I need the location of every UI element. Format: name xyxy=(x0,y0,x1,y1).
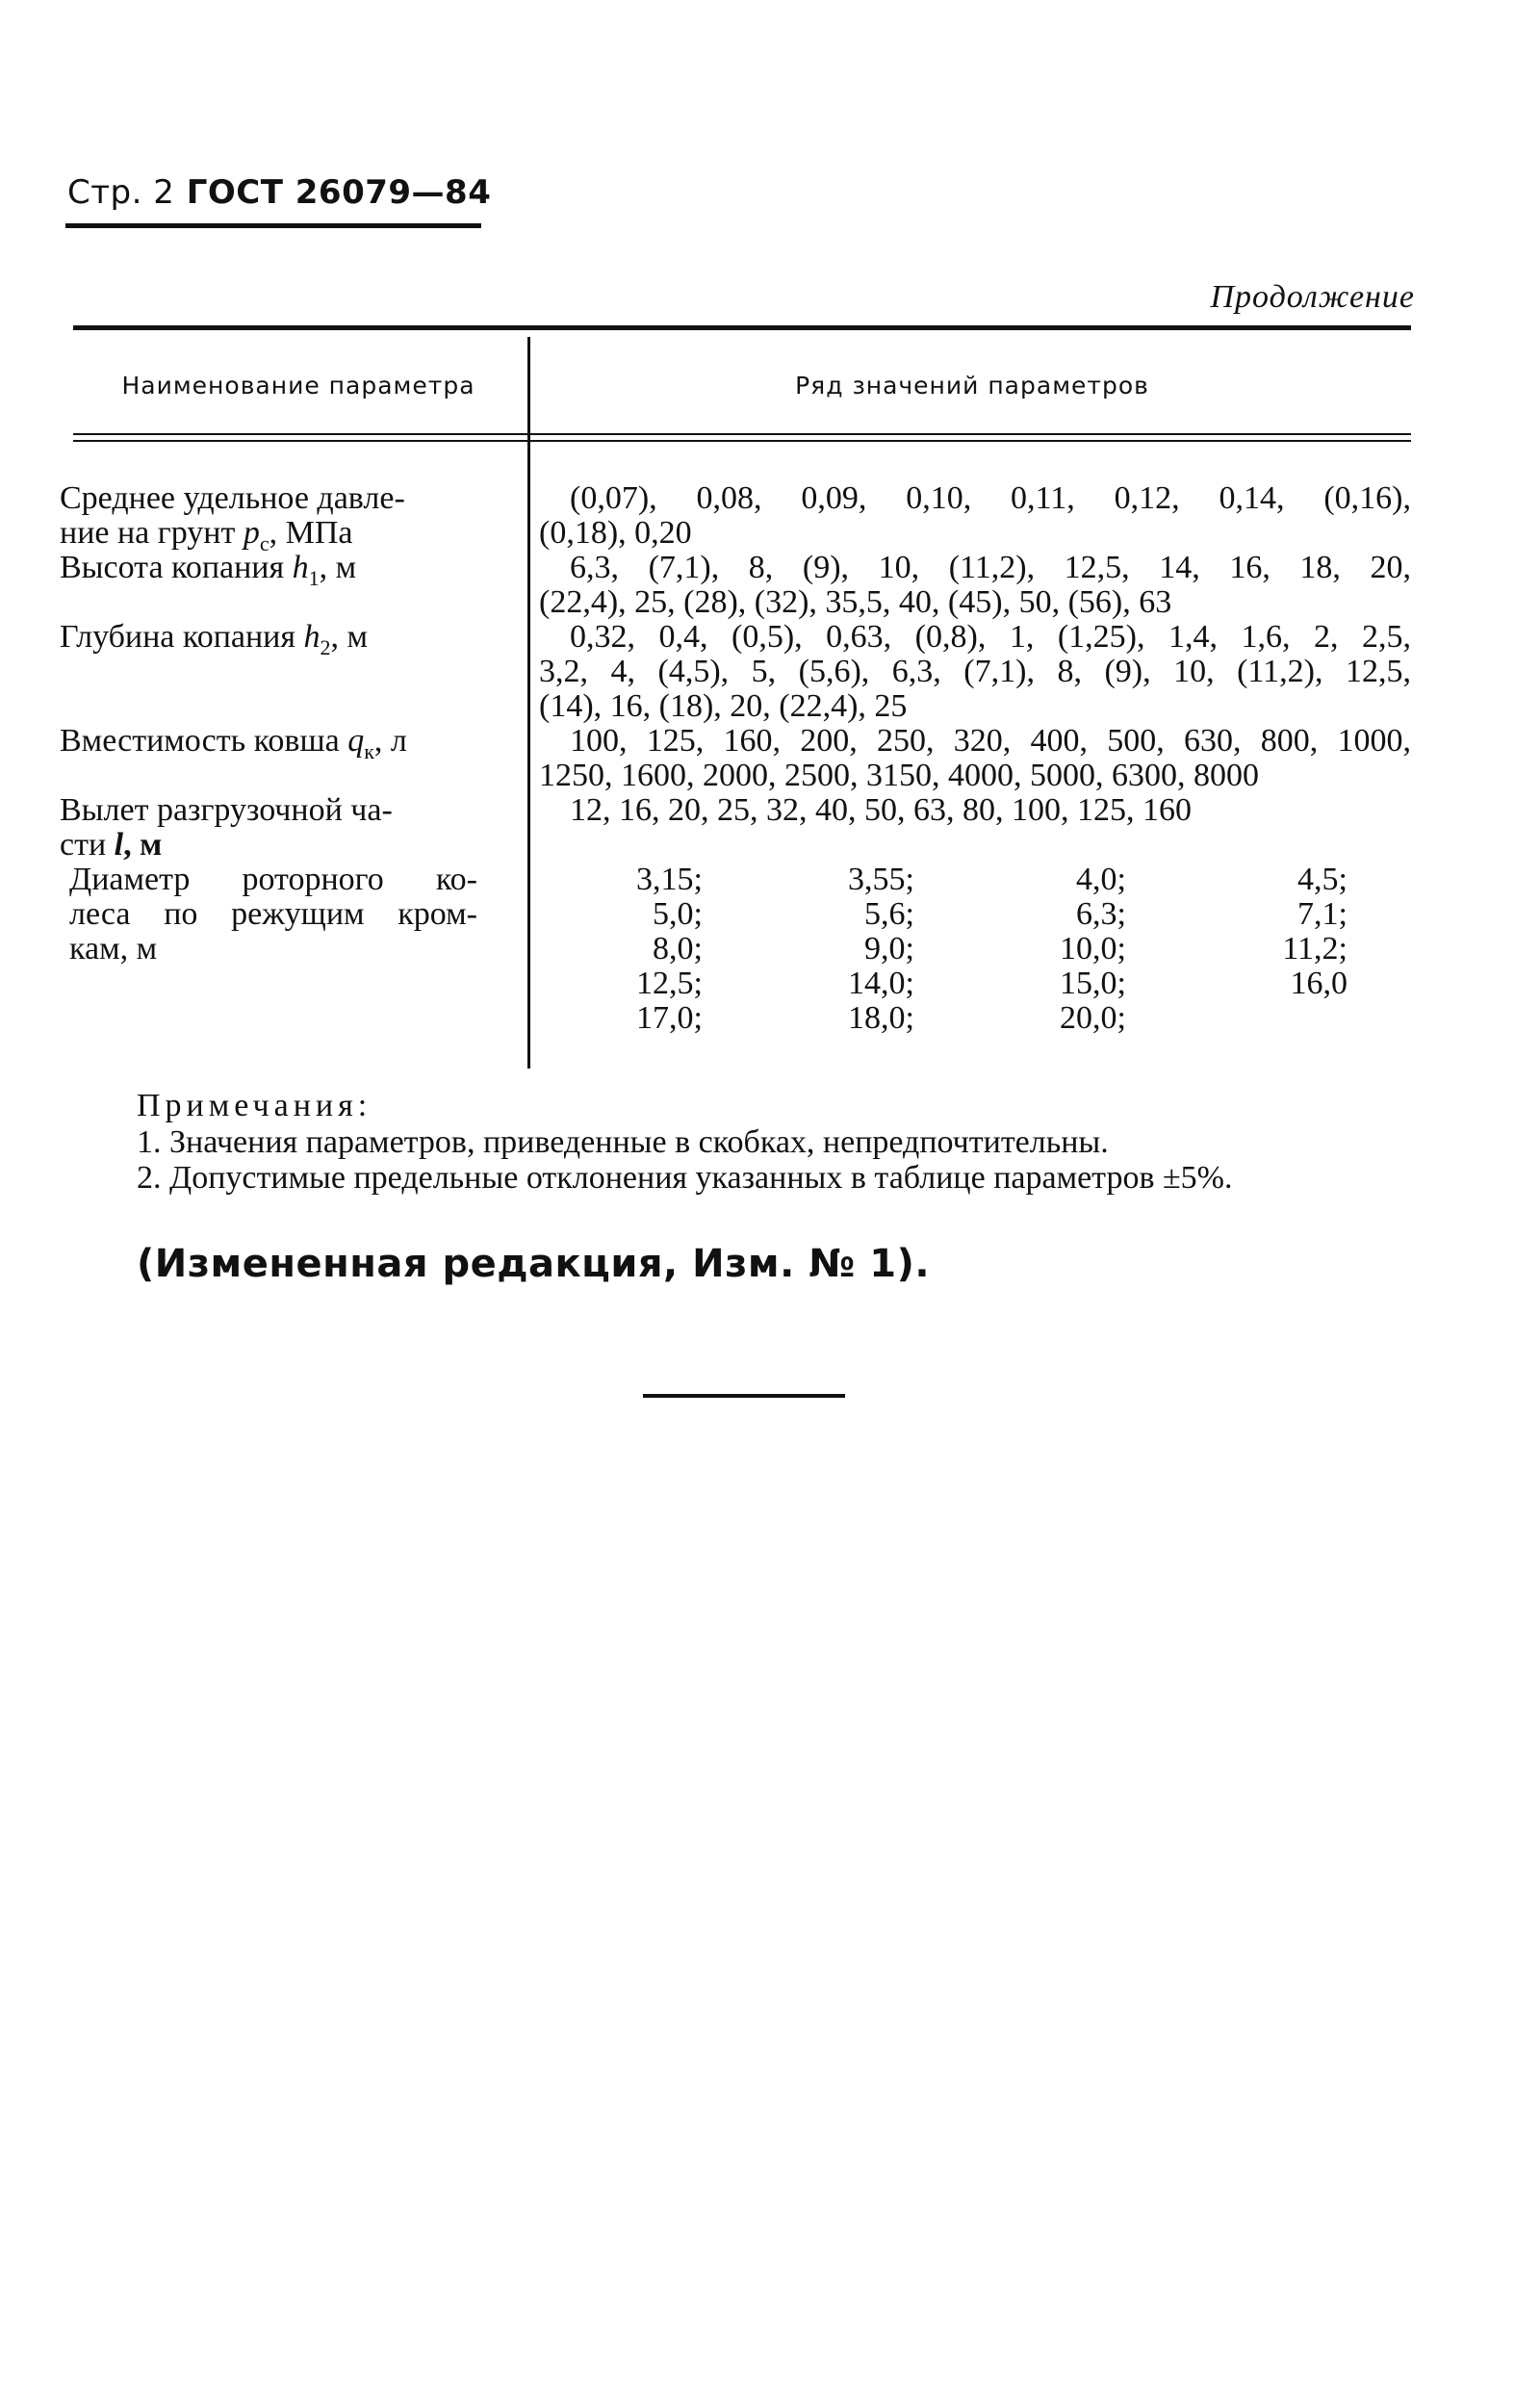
diameter-value: 12,5; xyxy=(636,966,703,1001)
diameter-value: 10,0; xyxy=(1060,931,1126,967)
values-line: (22,4), 25, (28), (32), 35,5, 40, (45), 50, (56), 63 xyxy=(539,584,1172,620)
values-line: 100, 125, 160, 200, 250, 320, 400, 500, 630, 800, 1000, xyxy=(570,723,1411,759)
parameter-symbol: p xyxy=(243,515,260,551)
parameter-unit: , л xyxy=(373,723,407,759)
page-header xyxy=(67,173,491,212)
parameter-unit: , м xyxy=(123,827,163,863)
diameter-value xyxy=(1126,1001,1348,1036)
parameter-unit: , м xyxy=(330,619,369,655)
column-header-name: Наименование параметра xyxy=(121,372,475,400)
diameter-values-grid xyxy=(578,863,1348,1036)
parameter-values xyxy=(539,724,1411,793)
diameter-value: 20,0; xyxy=(1060,1000,1126,1036)
parameter-subscript: 1 xyxy=(308,565,320,590)
parameter-symbol: l xyxy=(114,827,124,863)
page-number: Стр. 2 xyxy=(67,173,175,212)
diameter-value: 7,1; xyxy=(1297,896,1348,932)
parameter-name xyxy=(69,863,477,967)
parameter-unit: , МПа xyxy=(269,515,353,551)
column-header-values: Ряд значений параметров xyxy=(795,372,1149,400)
diameter-value: 8,0; xyxy=(653,931,703,967)
note-1: 1. Значения параметров, приведенные в скобках, непредпочтительны. xyxy=(137,1124,1109,1160)
diameter-value: 9,0; xyxy=(864,931,914,967)
parameter-name-line: Вылет разгрузочной ча- xyxy=(60,792,393,828)
parameter-values xyxy=(539,551,1411,620)
parameter-name-line: кам, м xyxy=(69,931,158,967)
values-line: (14), 16, (18), 20, (22,4), 25 xyxy=(539,688,908,724)
diameter-value: 3,15; xyxy=(636,862,703,897)
values-line: (0,18), 0,20 xyxy=(539,515,692,551)
continuation-label: Продолжение xyxy=(1210,279,1415,315)
parameter-name-text: Высота копания xyxy=(60,550,293,585)
values-line: (0,07), 0,08, 0,09, 0,10, 0,11, 0,12, 0,14, (0,16), xyxy=(570,480,1411,516)
parameter-name-text: ние на грунт xyxy=(60,515,244,551)
parameter-subscript: 2 xyxy=(320,634,331,659)
parameter-name xyxy=(60,551,475,596)
table-header-rule xyxy=(73,433,1411,435)
diameter-value: 3,55; xyxy=(848,862,914,897)
parameter-name xyxy=(60,724,475,769)
values-line: 1250, 1600, 2000, 2500, 3150, 4000, 5000, 6300, 8000 xyxy=(539,758,1259,793)
diameter-value: 15,0; xyxy=(1060,966,1126,1001)
parameter-subscript: с xyxy=(259,530,270,555)
diameter-value: 11,2; xyxy=(1282,931,1348,967)
values-line: 6,3, (7,1), 8, (9), 10, (11,2), 12,5, 14, 16, 18, 20, xyxy=(570,550,1411,585)
diameter-value: 5,6; xyxy=(864,896,914,932)
table-column-divider xyxy=(527,337,530,1069)
parameter-values xyxy=(539,793,1411,828)
note-2: 2. Допустимые предельные отклонения указанных в таблице параметров ±5%. xyxy=(137,1160,1233,1196)
diameter-value: 17,0; xyxy=(636,1000,703,1036)
header-rule xyxy=(65,223,481,228)
diameter-value: 5,0; xyxy=(653,896,703,932)
standard-code: ГОСТ 26079—84 xyxy=(186,173,492,212)
diameter-value: 4,5; xyxy=(1297,862,1348,897)
end-rule xyxy=(643,1394,845,1398)
parameter-symbol: h xyxy=(303,619,321,655)
diameter-value: 14,0; xyxy=(848,966,914,1001)
table-top-rule xyxy=(73,325,1411,330)
parameter-values xyxy=(539,620,1411,724)
parameter-name-line: Диаметр роторного ко- xyxy=(69,862,477,897)
parameter-name-text: сти xyxy=(60,827,115,863)
parameter-values xyxy=(539,481,1411,551)
values-line: 12, 16, 20, 25, 32, 40, 50, 63, 80, 100, 125, 160 xyxy=(570,792,1192,828)
amendment-note: (Измененная редакция, Изм. № 1). xyxy=(137,1242,931,1286)
parameter-symbol: q xyxy=(347,723,365,759)
parameter-name-line: Среднее удельное давле- xyxy=(60,480,405,516)
parameter-name-text: Вместимость ковша xyxy=(60,723,348,759)
parameter-name-line: леса по режущим кром- xyxy=(69,896,477,932)
values-line: 0,32, 0,4, (0,5), 0,63, (0,8), 1, (1,25), 1,4, 1,6, 2, 2,5, xyxy=(570,619,1411,655)
parameter-unit: , м xyxy=(319,550,357,585)
parameter-name xyxy=(60,620,475,665)
parameter-name xyxy=(60,793,475,863)
parameter-name-line xyxy=(60,828,475,863)
parameter-name-text: Глубина копания xyxy=(60,619,304,655)
diameter-value: 6,3; xyxy=(1076,896,1126,932)
parameter-subscript: к xyxy=(364,738,374,763)
diameter-value: 4,0; xyxy=(1076,862,1126,897)
diameter-value: 18,0; xyxy=(848,1000,914,1036)
diameter-value: 16,0 xyxy=(1290,966,1348,1001)
parameter-symbol: h xyxy=(292,550,309,585)
values-line: 3,2, 4, (4,5), 5, (5,6), 6,3, (7,1), 8, (9), 10, (11,2), 12,5, xyxy=(539,654,1411,689)
notes-title: Примечания: xyxy=(137,1088,372,1123)
